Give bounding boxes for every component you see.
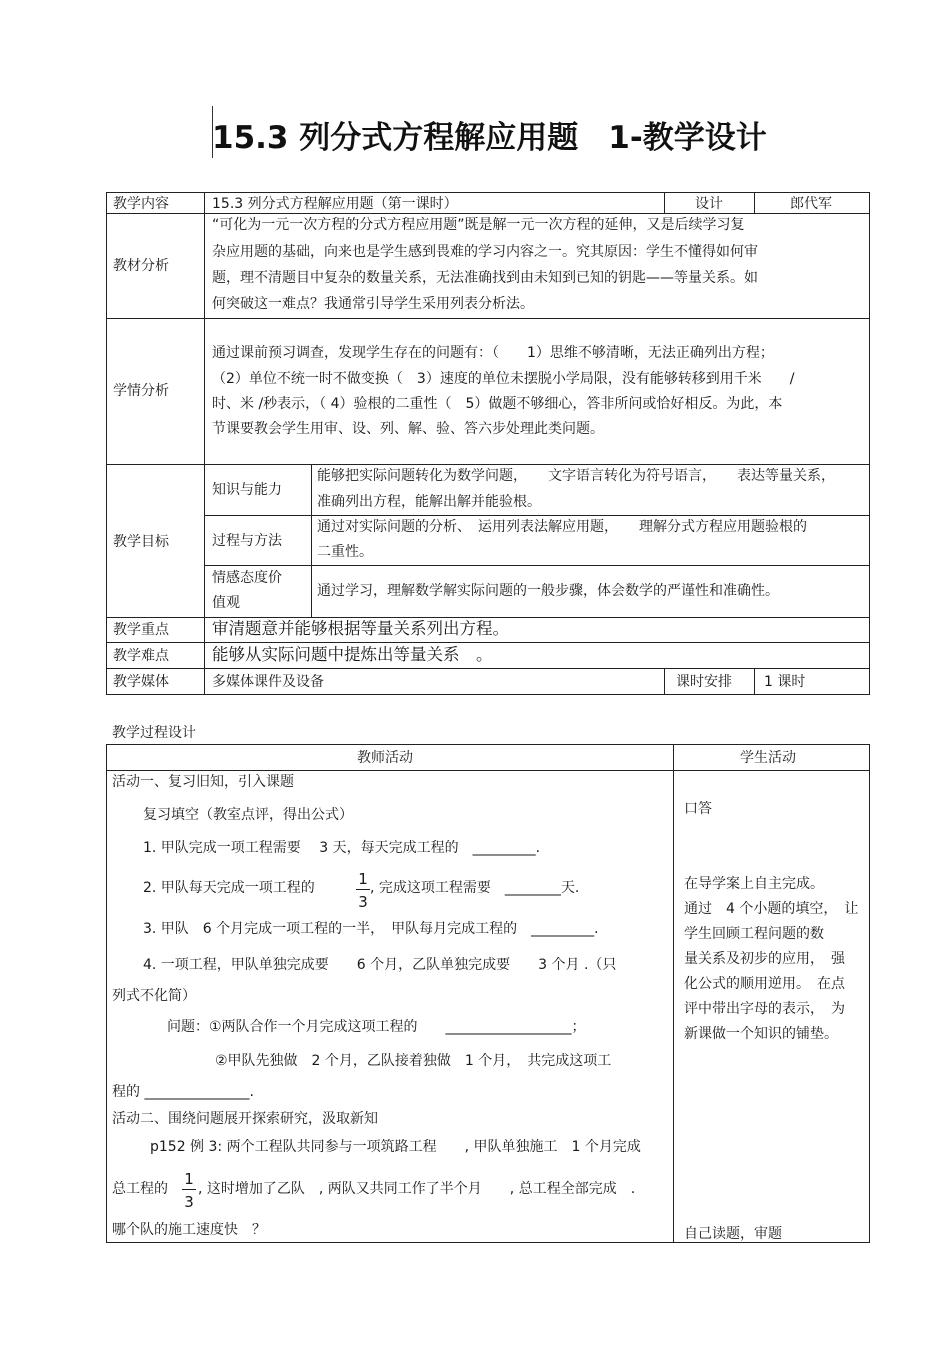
title-main: 15.3 列分式方程解应用题 — [212, 120, 579, 156]
student-note-line: 在导学案上自主完成。 — [684, 876, 824, 892]
student-line: 通过课前预习调查，发现学生存在的问题有：（ 1）思维不够清晰，无法正确列出方程； — [212, 345, 774, 361]
material-line: 何突破这一难点？我通常引导学生采用列表分析法。 — [212, 296, 534, 312]
student-line: 时、米 /秒表示，（ 4）验根的二重性（ 5）做题不够细心，答非所问或恰好相反。为此，本 — [212, 396, 783, 412]
question-4-part2: ②甲队先独做 2 个月，乙队接着独做 1 个月， 共完成这项工 — [215, 1053, 612, 1069]
student-oral-answer: 口答 — [684, 801, 712, 817]
example-question: 哪个队的施工速度快 ？ — [112, 1222, 266, 1238]
content-label: 教学内容 — [113, 196, 169, 212]
activity-one-title: 活动一、复习旧知，引入课题 — [112, 774, 294, 790]
designer-label: 设计 — [695, 196, 723, 212]
goal-knowledge-line: 能够把实际问题转化为数学问题， 文字语言转化为符号语言， 表达等量关系， — [317, 468, 835, 484]
review-instruction: 复习填空（教室点评，得出公式） — [143, 807, 353, 823]
student-activity-header: 学生活动 — [740, 750, 796, 766]
process-heading: 教学过程设计 — [112, 725, 196, 741]
fraction-numerator: 1 — [358, 870, 368, 888]
student-read-problem: 自己读题，审题 — [684, 1226, 782, 1242]
student-line: （2）单位不统一时不做变换（ 3）速度的单位未摆脱小学局限，没有能够转移到用千米 / — [212, 371, 795, 387]
question-3: 3. 甲队 6 个月完成一项工程的一半， 甲队每月完成工程的 _________. — [143, 921, 599, 937]
fraction-denominator: 3 — [358, 893, 368, 911]
goal-emotion-label: 值观 — [212, 595, 240, 611]
student-label: 学情分析 — [113, 383, 169, 399]
student-note-line: 通过 4 个小题的填空， 让 — [684, 901, 859, 917]
question-2-end: , 完成这项工程需要 ________天. — [370, 880, 580, 896]
question-1: 1. 甲队完成一项工程需要 3 天，每天完成工程的 _________. — [143, 840, 541, 856]
page-title — [212, 118, 767, 158]
material-line: 题，理不清题目中复杂的数量关系，无法准确找到由未知到已知的钥匙——等量关系。如 — [212, 270, 758, 286]
question-4-line1: 4. 一项工程，甲队单独完成要 6 个月，乙队单独完成要 3 个月 .（只 — [143, 957, 617, 973]
fraction-bar — [182, 1189, 196, 1190]
content-value: 15.3 列分式方程解应用题（第一课时） — [212, 196, 458, 212]
goal-process-label: 过程与方法 — [212, 533, 282, 549]
teacher-activity-header: 教师活动 — [357, 750, 413, 766]
student-note-line: 评中带出字母的表示， 为 — [684, 1001, 845, 1017]
question-4-part2-end: 程的 _______________. — [112, 1084, 254, 1100]
title-sub: 1-教学设计 — [608, 120, 767, 156]
goal-process-line: 二重性。 — [317, 544, 373, 560]
media-label: 教学媒体 — [113, 674, 169, 690]
question-4-part1: 问题：①两队合作一个月完成这项工程的 __________________； — [167, 1019, 586, 1035]
difficulty-value: 能够从实际问题中提炼出等量关系 。 — [212, 645, 493, 664]
student-note-line: 量关系及初步的应用， 强 — [684, 951, 845, 967]
material-label: 教材分析 — [113, 258, 169, 274]
goal-knowledge-label: 知识与能力 — [212, 482, 282, 498]
question-2-start: 2. 甲队每天完成一项工程的 — [143, 880, 315, 896]
example-line2-end: , 这时增加了乙队 , 两队又共同工作了半个月 , 总工程全部完成 . — [198, 1181, 636, 1197]
designer-value: 郎代军 — [790, 196, 832, 212]
activity-two-title: 活动二、围绕问题展开探索研究，汲取新知 — [112, 1111, 378, 1127]
material-line: 杂应用题的基础，向来也是学生感到畏难的学习内容之一。究其原因：学生不懂得如何审 — [212, 244, 758, 260]
student-line: 节课要教会学生用审、设、列、解、验、答六步处理此类问题。 — [212, 421, 604, 437]
fraction-numerator: 1 — [184, 1170, 194, 1188]
goal-process-line: 通过对实际问题的分析、 运用列表法解应用题， 理解分式方程应用题验根的 — [317, 519, 807, 535]
goal-knowledge-line: 准确列出方程，能解出解并能验根。 — [317, 494, 541, 510]
example-line2-start: 总工程的 — [112, 1181, 168, 1197]
difficulty-label: 教学难点 — [113, 648, 169, 664]
fraction-denominator: 3 — [184, 1193, 194, 1211]
fraction-bar — [356, 889, 370, 890]
media-value: 多媒体课件及设备 — [212, 674, 324, 690]
student-note-line: 化公式的顺用逆用。 在点 — [684, 976, 845, 992]
key-value: 审清题意并能够根据等量关系列出方程。 — [212, 619, 509, 638]
key-label: 教学重点 — [113, 622, 169, 638]
question-4-line2: 列式不化简） — [112, 988, 196, 1004]
schedule-label: 课时安排 — [676, 674, 732, 690]
goal-label: 教学目标 — [113, 534, 169, 550]
student-note-line: 学生回顾工程问题的数 — [684, 926, 824, 942]
schedule-value: 1 课时 — [764, 674, 806, 690]
goal-emotion-line: 通过学习，理解数学解实际问题的一般步骤，体会数学的严谨性和准确性。 — [317, 583, 779, 599]
student-note-line: 新课做一个知识的铺垫。 — [684, 1026, 838, 1042]
goal-emotion-label: 情感态度价 — [212, 570, 282, 586]
example-line1: p152 例 3: 两个工程队共同参与一项筑路工程 , 甲队单独施工 1 个月完成 — [150, 1139, 641, 1155]
material-line: “可化为一元一次方程的分式方程应用题”既是解一元一次方程的延伸，又是后续学习复 — [212, 217, 745, 233]
